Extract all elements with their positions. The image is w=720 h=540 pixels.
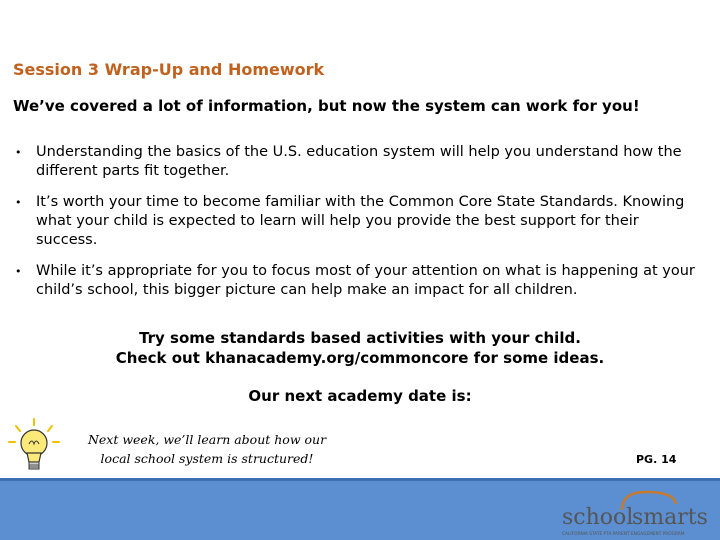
page-number: PG. 14 [636,453,677,466]
slide-title: Session 3 Wrap-Up and Homework [13,60,325,79]
bullet-list [13,143,703,312]
lightbulb-icon [5,416,63,474]
svg-text:CALIFORNIA STATE PTA PARENT EN: CALIFORNIA STATE PTA PARENT ENGAGEMENT PROGRAM [562,532,685,537]
bullet-text: Understanding the basics of the U.S. education system will help you understand how the different parts fit together. [36,144,682,179]
bullet-item [13,262,703,300]
cta-line-1: Try some standards based activities with your child. [139,329,581,347]
bullet-item [13,193,703,250]
bullet-text: While it’s appropriate for you to focus most of your attention on what is happening at your child’s school, this bigger picture can help make an impact for all children. [36,263,695,298]
bullet-text: It’s worth your time to become familiar with the Common Core State Standards. Knowing what your child is expected to learn will help you provide the best support for their success. [36,194,685,248]
school-smarts-logo [556,488,718,538]
next-week-note [82,430,332,468]
cta-line-2: Check out khanacademy.org/commoncore for some ideas. [115,349,605,367]
bullet-item [13,143,703,181]
bullet-dot: • [15,265,22,278]
svg-text:smarts: smarts [632,505,708,530]
bullet-dot: • [15,146,22,159]
slide-subtitle: We’ve covered a lot of information, but now the system can work for you! [13,97,640,115]
svg-text:school: school [562,505,634,530]
call-to-action [0,328,720,368]
note-line-1: Next week, we’ll learn about how our [87,432,327,447]
note-line-2: local school system is structured! [100,451,314,466]
bullet-dot: • [15,196,22,209]
next-date-label: Our next academy date is: [248,387,472,405]
